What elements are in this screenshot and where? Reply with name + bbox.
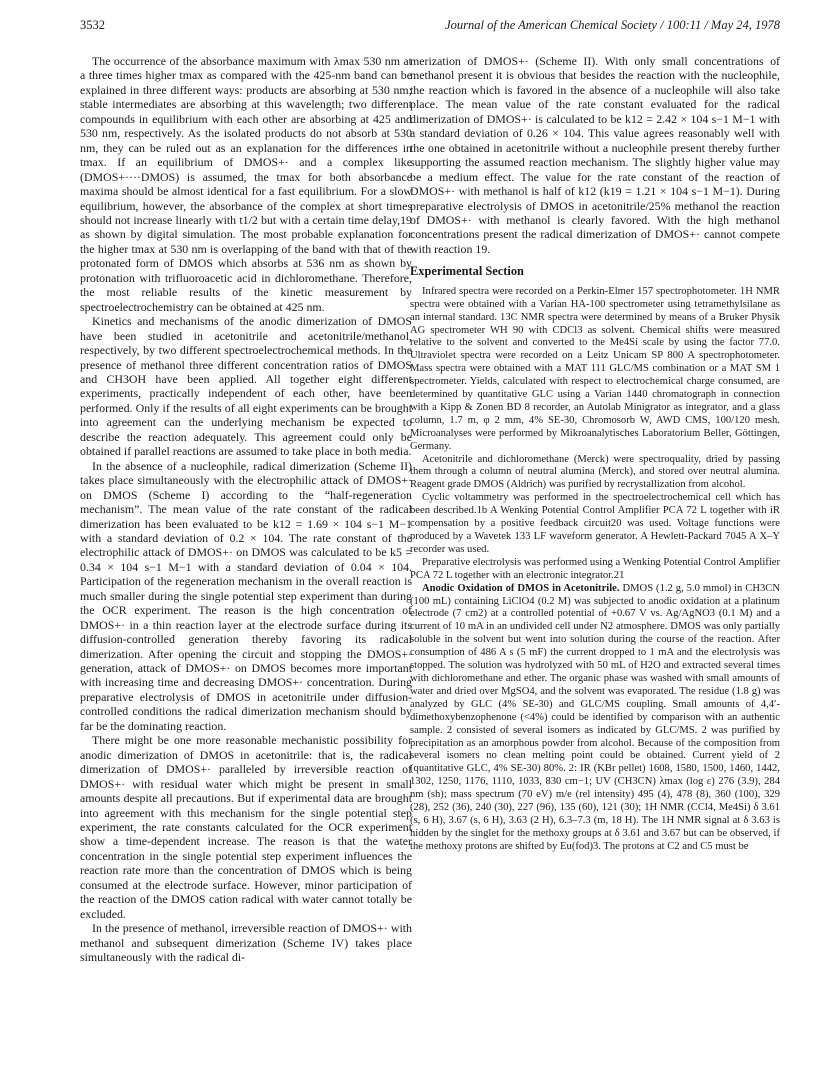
right-column <box>410 54 780 854</box>
experimental-paragraph: Preparative electrolysis was performed using a Wenking Potential Control Amplifier PCA 72 L together with an electronic integrator.21 <box>410 556 780 581</box>
left-column <box>80 54 412 965</box>
page-number: 3532 <box>80 18 105 32</box>
body-paragraph: The occurrence of the absorbance maximum with λmax 530 nm at a three times higher tmax as compared with the 425-nm band can be explained in three different ways: products are absorbing at 530 nm; stable intermediates are absorbing at this wavelength; two different compounds in equilibrium with each other are absorbing at 425 and 530 nm, respectively. As the isolated products do not absorb at 530 nm, they can be ruled out as an explanation for the differences in tmax. If an equilibrium of DMOS+· and a complex like (DMOS+····DMOS) is assumed, the tmax for both absorbance maxima should be almost identical for a fast equilibrium. For a slow equilibrium, however, the absorbance of the complex at short times should not increase linearly with t1/2 but with a certain time delay,19 as shown by digital simulation. The most probable explanation for the higher tmax at 530 nm is overlapping of the band with that of the protonated form of DMOS which absorbs at 536 nm as shown by protonation with trifluoroacetic acid in dichloromethane. Therefore, the most reliable results of the kinetic measurement by spectroelectrochemistry can be obtained at 425 nm. <box>80 54 412 314</box>
experimental-paragraph: Cyclic voltammetry was performed in the spectroelectrochemical cell which has been described.1b A Wenking Potential Control Amplifier PCA 72 L together with iR compensation by a positive feedback circuit20 was used. Voltage functions were produced by a Wavetek 133 LF waveform generator. A Hewlett-Packard 7045 A X–Y recorder was used. <box>410 492 780 555</box>
anodic-oxidation-text: DMOS (1.2 g, 5.0 mmol) in CH3CN (100 mL) containing LiClO4 (0.2 M) was subjected to anodic oxidation at a platinum electrode (7 cm2) at a controlled potential of +0.67 V vs. Ag/AgNO3 (0.1 M) and a current of 10 mA in an undivided cell under N2 atmosphere. DMOS was only partially soluble in the solvent but went into solution during the course of the reaction. After consumption of 486 A s (5 mF) the current dropped to 1 mA and the electrolysis was stopped. The solution was hydrolyzed with 50 mL of H2O and extracted several times with dichloromethane and ether. The organic phase was washed with small amounts of water and dried over MgSO4, and the solvent was evaporated. The residue (1.8 g) was analyzed by GLC (4% SE-30) and GLC/MS coupling. Small amounts of 4,4′-dimethoxybenzophenone (<4%) could be identified by comparison with an authentic sample. 2 consisted of several isomers as indicated by GLC/MS. 2 was purified by precipitation as an amorphous powder from alcohol. Because of the composition from several isomers no clean melting point could be obtained. Current yield of 2 (quantitative GLC, 4% SE-30) 80%. 2: IR (KBr pellet) 1608, 1580, 1500, 1460, 1442, 1302, 1250, 1176, 1110, 1033, 830 cm−1; UV (CH3CN) λmax (log ε) 276 (3.9), 284 nm (sh); mass spectrum (70 eV) m/e (rel intensity) 495 (4), 478 (8), 360 (100), 329 (28), 252 (36), 240 (30), 227 (96), 135 (60), 121 (30); 1H NMR (CCl4, Me4Si) δ 3.61 (s, 6 H), 3.67 (s, 6 H), 3.63 (2 H), 6.3–7.3 (m, 18 H). The 1H NMR signal at δ 3.63 is hidden by the singlet for the methoxy groups at δ 3.61 and 3.67 but can be observed, if the methoxy protons are shifted by Eu(fod)3. The protons at C2 and C5 must be <box>410 582 780 852</box>
section-heading: Experimental Section <box>410 264 524 279</box>
experimental-paragraph-anodic <box>410 583 780 854</box>
running-header <box>80 18 780 38</box>
experimental-paragraph: Acetonitrile and dichloromethane (Merck) were spectroquality, dried by passing them through a column of neutral alumina (Merck), and stored over neutral alumina. Reagent grade DMOS (Aldrich) was purified by recrystallization from alcohol. <box>410 453 780 491</box>
journal-citation: Journal of the American Chemical Society / 100:11 / May 24, 1978 <box>445 18 780 32</box>
run-in-heading: Anodic Oxidation of DMOS in Acetonitrile. <box>422 582 620 594</box>
body-paragraph: In the absence of a nucleophile, radical dimerization (Scheme II) takes place simultaneously with the electrophilic attack of DMOS+· on DMOS (Scheme I) according to the “half-regeneration mechanism”. The mean value of the rate constant of the radical dimerization has been evaluated to be k12 = 1.69 × 104 s−1 M−1 with a standard deviation of 0.2 × 104. The rate constant of the electrophilic attack of DMOS+· on DMOS was calculated to be k5 = 0.34 × 104 s−1 M−1 with a standard deviation of 0.04 × 104. Participation of the regeneration mechanism in the overall reaction is much smaller during the single potential step experiment than during the OCR experiment. The reason is the high concentration of DMOS+· in a thin reaction layer at the electrode surface during its diffusion-controlled generation thereby favoring its radical dimerization. After opening the circuit and stopping the DMOS+· generation, attack of DMOS+· on DMOS becomes more important with increasing time and decreasing DMOS+· concentration. During preparative electrolysis of DMOS in acetonitrile under diffusion-controlled conditions the radical dimerization mechanism should by far be the dominating reaction. <box>80 458 412 733</box>
experimental-paragraph: Infrared spectra were recorded on a Perkin-Elmer 157 spectrophotometer. 1H NMR spectra were obtained with a Varian HA-100 spectrometer using tetramethylsilane as an internal standard. 13C NMR spectra were determined by means of a Bruker Physik AG spectrometer WH 90 with CDCl3 as solvent. Chemical shifts were measured relative to the solvent and converted to the Me4Si scale by using the factor 77.0. Ultraviolet spectra were recorded on a Leitz Unicam SP 800 A spectrophotometer. Mass spectra were obtained with a MAT 111 GLC/MS combination or a MAT SM 1 spectrometer. Yields, calculated with respect to electrochemical charge consumed, are determined by quantitative GLC using a Varian 1440 chromatograph in connection with a Kipp & Zonen BD 8 recorder, an Autolab Minigrator as integrator, and a glass column, 1.7 m, φ 2 mm, 4% SE-30, Chromosorb W, AWD CMS, 100/120 mesh. Microanalyses were performed by Mikroanalytisches Laboratorium Beller, Göttingen, Germany. <box>410 285 780 452</box>
body-paragraph: merization of DMOS+· (Scheme II). With only small concentrations of methanol present it is obvious that besides the reaction with the nucleophile, the reaction which is favored in the absence of a nucleophile will also take place. The mean value of the rate constant evaluated for the radical dimerization of DMOS+· is calculated to be k12 = 2.42 × 104 s−1 M−1 with a standard deviation of 0.26 × 104. This value agrees reasonably well with the one obtained in acetonitrile without a nucleophile present thereby further supporting the assumed reaction mechanism. The slightly higher value may be a medium effect. The value for the rate constant of the reaction of DMOS+· with methanol is half of k12 (k19 = 1.21 × 104 s−1 M−1). During preparative electrolysis of DMOS in acetonitrile/25% methanol the reaction of DMOS+· with methanol is clearly favored. With the high methanol concentrations present the radical dimerization of DMOS+· cannot compete with reaction 19. <box>410 54 780 256</box>
experimental-section <box>410 286 780 854</box>
body-paragraph: Kinetics and mechanisms of the anodic dimerization of DMOS have been studied in acetonitrile and acetonitrile/methanol, respectively, by two different spectroelectrochemical methods. In the presence of methanol three different concentration ratios of DMOS and CH3OH have been applied. All together eight different experiments, practically independent of each other, have been performed. Only if the results of all eight experiments can be brought into agreement can the underlying mechanism be expected to describe the reaction adequately. This agreement could only be obtained if parallel reactions are assumed to take place in both media. <box>80 314 412 459</box>
body-paragraph: In the presence of methanol, irreversible reaction of DMOS+· with methanol and subsequent dimerization (Scheme IV) takes place simultaneously with the radical di- <box>80 921 412 965</box>
body-paragraph: There might be one more reasonable mechanistic possibility for anodic dimerization of DMOS in acetonitrile: that is, the radical dimerization of DMOS+· paralleled by irreversible reaction of DMOS+· with residual water which might be present in small amounts despite all precautions. But if experimental data are brought into agreement with this mechanism for the single potential step experiment, the rate constants calculated for the OCR experiment show a time-dependent increase. The reason is that the water concentration in the single potential step experiment influences the reaction rate more than the concentration of DMOS which is being consumed at the electrode surface. However, minor participation of the reaction of the DMOS cation radical with water cannot totally be excluded. <box>80 733 412 921</box>
